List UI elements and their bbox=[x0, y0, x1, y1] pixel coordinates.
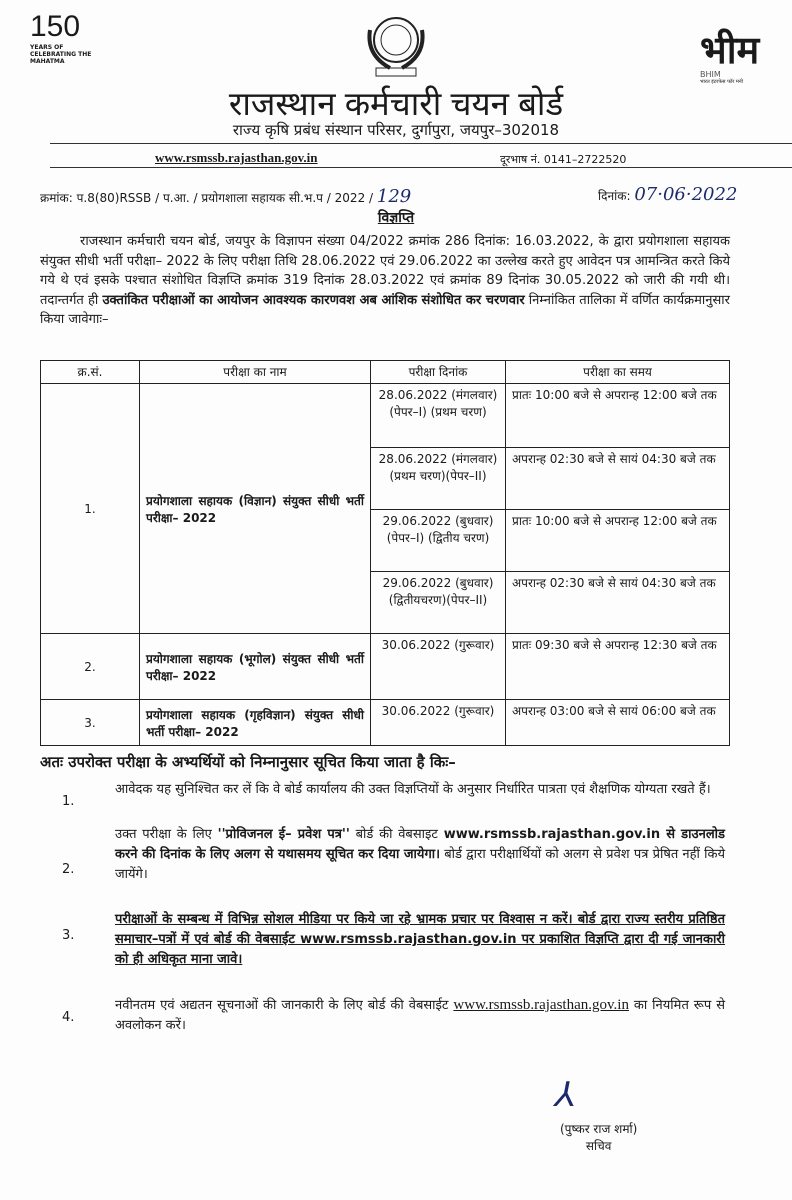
table-header bbox=[41, 361, 730, 384]
slot-date: 30.06.2022 (गुरूवार) bbox=[371, 634, 506, 700]
ref-handwritten-number: 129 bbox=[376, 186, 412, 207]
divider bbox=[50, 167, 792, 168]
point-number: 3. bbox=[62, 928, 75, 943]
website-link[interactable]: www.rsmssb.rajasthan.gov.in bbox=[155, 150, 318, 165]
handwritten-date: 07·06·2022 bbox=[634, 184, 738, 205]
signature: ⅄ bbox=[555, 1075, 576, 1115]
slot-date: 29.06.2022 (बुधवार) (द्वितीयचरण)(पेपर–II) bbox=[371, 572, 506, 634]
point-number: 4. bbox=[62, 1010, 75, 1025]
col-sn: क्र.सं. bbox=[41, 361, 140, 384]
logo-number: 150 bbox=[30, 10, 81, 43]
point2-a: उक्त परीक्षा के लिए bbox=[115, 827, 218, 842]
row-exam-name: प्रयोगशाला सहायक (गृहविज्ञान) संयुक्त सीधी भर्ती परीक्षा– 2022 bbox=[140, 700, 371, 746]
board-emblem-icon bbox=[340, 10, 452, 80]
board-address: राज्य कृषि प्रबंध संस्थान परिसर, दुर्गापुरा, जयपुर–302018 bbox=[232, 121, 560, 139]
slot-time: अपरान्ह 03:00 बजे से सायं 06:00 बजे तक bbox=[506, 700, 730, 746]
slot-date: 30.06.2022 (गुरूवार) bbox=[371, 700, 506, 746]
point-number: 1. bbox=[62, 794, 75, 809]
slot-time: अपरान्ह 02:30 बजे से सायं 04:30 बजे तक bbox=[506, 572, 730, 634]
bhim-logo-sub: BHIM bbox=[700, 70, 721, 79]
slot-time: प्रातः 10:00 बजे से अपरान्ह 12:00 बजे तक bbox=[506, 510, 730, 572]
slot-date: 29.06.2022 (बुधवार) (पेपर–I) (द्वितीय चरण) bbox=[371, 510, 506, 572]
signatory-designation: सचिव bbox=[585, 1139, 612, 1153]
col-date: परीक्षा दिनांक bbox=[371, 361, 506, 384]
slot-time: अपरान्ह 02:30 बजे से सायं 04:30 बजे तक bbox=[506, 448, 730, 510]
slot-time: प्रातः 10:00 बजे से अपरान्ह 12:00 बजे तक bbox=[506, 384, 730, 448]
board-title: राजस्थान कर्मचारी चयन बोर्ड bbox=[228, 85, 564, 122]
bhim-logo bbox=[700, 30, 770, 85]
point-number: 2. bbox=[62, 862, 75, 877]
intro-tail: निम्नांकित तालिका में वर्णित कार्यक्रमानुसार किया जावेगाः– bbox=[40, 292, 730, 327]
col-name: परीक्षा का नाम bbox=[140, 361, 371, 384]
row-sn: 3. bbox=[41, 700, 140, 746]
date-label: दिनांक: bbox=[598, 189, 631, 203]
divider bbox=[50, 143, 792, 144]
intro-bold: उक्तांकित परीक्षाओं का आयोजन आवश्यक कारणवश अब आंशिक संशोधित कर चरणवार bbox=[102, 292, 525, 308]
bhim-logo-text: भीम bbox=[700, 28, 760, 72]
point-text bbox=[115, 995, 725, 1036]
slot-time: प्रातः 09:30 बजे से अपरान्ह 12:30 बजे तक bbox=[506, 634, 730, 700]
logo-text: YEARS OF CELEBRATING THE MAHATMA bbox=[30, 44, 92, 65]
row-exam-name: प्रयोगशाला सहायक (भूगोल) संयुक्त सीधी भर्ती परीक्षा– 2022 bbox=[140, 634, 371, 700]
slot-date: 28.06.2022 (मंगलवार) (प्रथम चरण)(पेपर–II) bbox=[371, 448, 506, 510]
point2-e: बोर्ड द्वारा परीक्षार्थियों को अलग से प्रवेश पत्र प्रेषित नहीं किये जायेंगे। bbox=[115, 847, 725, 882]
row-exam-name: प्रयोगशाला सहायक (विज्ञान) संयुक्त सीधी भर्ती परीक्षा– 2022 bbox=[140, 384, 371, 634]
exam-schedule-table bbox=[40, 360, 730, 746]
150-years-logo bbox=[30, 10, 100, 80]
intro-text: राजस्थान कर्मचारी चयन बोर्ड, जयपुर के विज्ञापन संख्या 04/2022 क्रमांक 286 दिनांक: 16.03.2022, के द्वारा प्रयोगशाला सहायक संयुक्त सीधी भर्ती परीक्षा– 2022 के लिए परीक्षा तिथि 28.06.2022 एवं 29.06.2022 का उल्लेख करते हुए आवेदन पत्र आमन्त्रित करते किये गये थे एवं इसके पश्चात संशोधित विज्ञप्ति क्रमांक 319 दिनांक 28.03.2022 एवं क्रमांक 89 दिनांक 30.05.2022 को जारी की गयी थी। तदान्तर्गत ही bbox=[40, 234, 730, 308]
reference-number bbox=[40, 186, 411, 207]
website-link[interactable]: www.rsmssb.rajasthan.gov.in bbox=[453, 997, 629, 1013]
table-row bbox=[41, 634, 730, 700]
point-text: परीक्षाओं के सम्बन्ध में विभिन्न सोशल मीडिया पर किये जा रहे भ्रामक प्रचार पर विश्वास न करें। बोर्ड द्वारा राज्य स्तरीय प्रतिष्ठित समाचार–पत्रों में एवं बोर्ड की वेबसाईट www.rsmssb.rajasthan.gov.in पर प्रकाशित विज्ञप्ति द्वारा दी गई जानकारी को ही अधिकृत माना जावे। bbox=[115, 912, 725, 967]
ref-prefix: क्रमांक: प.8(80)RSSB / प.आ. / प्रयोगशाला सहायक सी.भ.प / 2022 / bbox=[40, 191, 377, 205]
bhim-tagline: भारत इंटरफेस फॉर मनी bbox=[700, 79, 743, 85]
row-sn: 1. bbox=[41, 384, 140, 634]
point2-download: www.rsmssb.rajasthan.gov.in से डाउनलोड करने की दिनांक के लिए अलग से यथासमय सूचित कर दिया जायेगा। bbox=[115, 827, 725, 862]
point4-b: का नियमित रूप से अवलोकन करें। bbox=[115, 998, 726, 1033]
signatory-name: (पुष्कर राज शर्मा) bbox=[560, 1122, 638, 1136]
col-time: परीक्षा का समय bbox=[506, 361, 730, 384]
row-sn: 2. bbox=[41, 634, 140, 700]
table-row bbox=[41, 384, 730, 448]
signatory bbox=[560, 1120, 637, 1154]
notice-date bbox=[598, 184, 737, 205]
table-row bbox=[41, 700, 730, 746]
point4-a: नवीनतम एवं अद्यतन सूचनाओं की जानकारी के लिए बोर्ड की वेबसाईट bbox=[115, 998, 454, 1013]
point-text: आवेदक यह सुनिश्चित कर लें कि वे बोर्ड कार्यालय की उक्त विज्ञप्तियों के अनुसार निर्धारित पात्रता एवं शैक्षणिक योग्यता रखते हैं। bbox=[115, 782, 711, 797]
instructions-lead: अतः उपरोक्त परीक्षा के अभ्यर्थियों को निम्नानुसार सूचित किया जाता है किः– bbox=[40, 753, 456, 771]
phone-number: दूरभाष नं. 0141–2722520 bbox=[500, 153, 627, 166]
point-text bbox=[115, 825, 725, 885]
slot-date: 28.06.2022 (मंगलवार) (पेपर–I) (प्रथम चरण) bbox=[371, 384, 506, 448]
notice-title: विज्ञप्ति bbox=[377, 210, 415, 226]
point2-admit-card: ''प्रोविजनल ई– प्रवेश पत्र'' bbox=[217, 827, 350, 842]
point2-c: बोर्ड की वेबसाइट bbox=[349, 827, 444, 842]
intro-paragraph bbox=[40, 232, 730, 330]
